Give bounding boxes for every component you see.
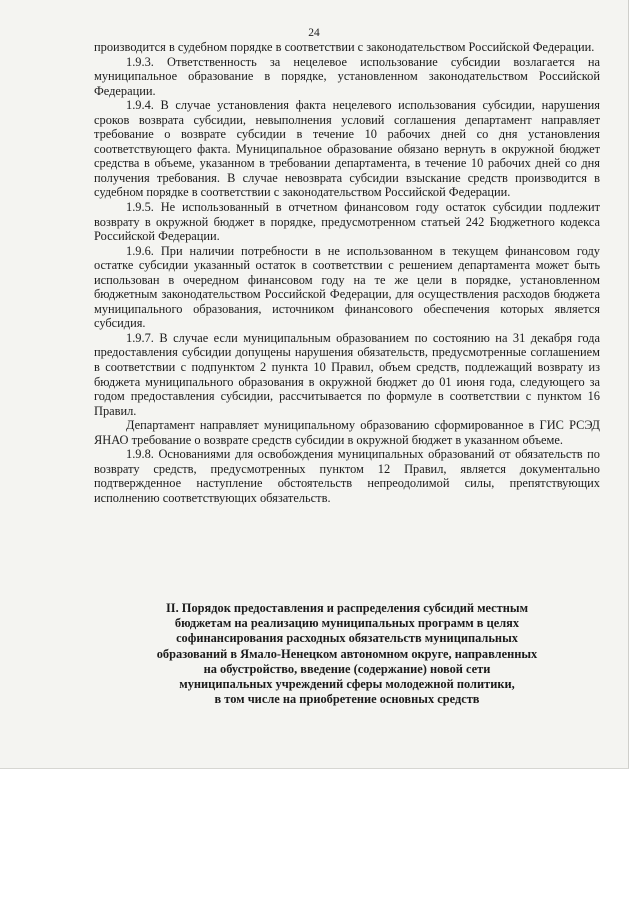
section-heading-line: софинансирования расходных обязательств муниципальных	[176, 631, 518, 646]
section-heading-line: II. Порядок предоставления и распределения субсидий местным	[165, 601, 529, 615]
paragraph-1-9-4: 1.9.4. В случае установления факта нецелевого использования субсидии, нарушения сроков возврата субсидии, невыполнения условий соглашения департамент направляет требование о возврате субсидии в течение 10 рабочих дней со дня установления соответствующего факта. Муниципальное образование обязано вернуть в окружной бюджет средства в объеме, указанном в требовании департамента, в течение 10 рабочих дней со дня получения требования. В случае невозврата субсидии взыскание средств производится в судебном порядке в соответствии с законодательством Российской Федерации.	[94, 98, 600, 200]
section-heading-line: бюджетам на реализацию муниципальных программ в целях	[174, 616, 520, 631]
body-text	[94, 40, 600, 506]
paragraph-1-9-3: 1.9.3. Ответственность за нецелевое использование субсидии возлагается на муниципальное образование в порядке, установленном законодательством Российской Федерации.	[94, 54, 600, 98]
paragraph-1-9-7: 1.9.7. В случае если муниципальным образованием по состоянию на 31 декабря года предоставления субсидии допущены нарушения обязательств, предусмотренные соглашением в соответствии с подпунктом 2 пункта 10 Правил, объем средств, подлежащий возврату из бюджета муниципального образования в окружной бюджет до 01 июня года, следующего за годом предоставления субсидии, рассчитывается по формуле в соответствии с пунктом 16 Правил.	[94, 330, 600, 418]
section-heading-line: образований в Ямало-Ненецком автономном округе, направленных	[156, 646, 538, 661]
paragraph-1-9-6: 1.9.6. При наличии потребности в не использованном в текущем финансовом году остатке субсидии указанный остаток в соответствии с решением департамента может быть использован в очередном финансовом году на те же цели в порядке, установленном бюджетным законодательством Российской Федерации, для осуществления расходов бюджета муниципального образования, источником финансового обеспечения которых является субсидия.	[94, 243, 600, 331]
section-heading-line: на обустройство, введение (содержание) новой сети	[203, 661, 491, 676]
page-number: 24	[308, 27, 320, 39]
paragraph-continuation: производится в судебном порядке в соответствии с законодательством Российской Федерации.	[94, 40, 595, 54]
paragraph-department-notice: Департамент направляет муниципальному образованию сформированное в ГИС РСЭД ЯНАО требование о возврате средств субсидии в окружной бюджет в указанном объеме.	[94, 418, 600, 447]
section-heading	[118, 601, 576, 707]
section-heading-line: в том числе на приобретение основных средств	[214, 692, 480, 707]
paragraph-1-9-8: 1.9.8. Основаниями для освобождения муниципальных образований от обязательств по возврату средств, предусмотренных пунктом 12 Правил, является документально подтвержденное наступление обстоятельств непреодолимой силы, препятствующих исполнению соответствующих обязательств.	[94, 447, 600, 505]
paragraph-1-9-5: 1.9.5. Не использованный в отчетном финансовом году остаток субсидии подлежит возврату в окружной бюджет в порядке, предусмотренном статьей 242 Бюджетного кодекса Российской Федерации.	[94, 200, 600, 244]
section-heading-line: муниципальных учреждений сферы молодежной политики,	[179, 677, 515, 692]
